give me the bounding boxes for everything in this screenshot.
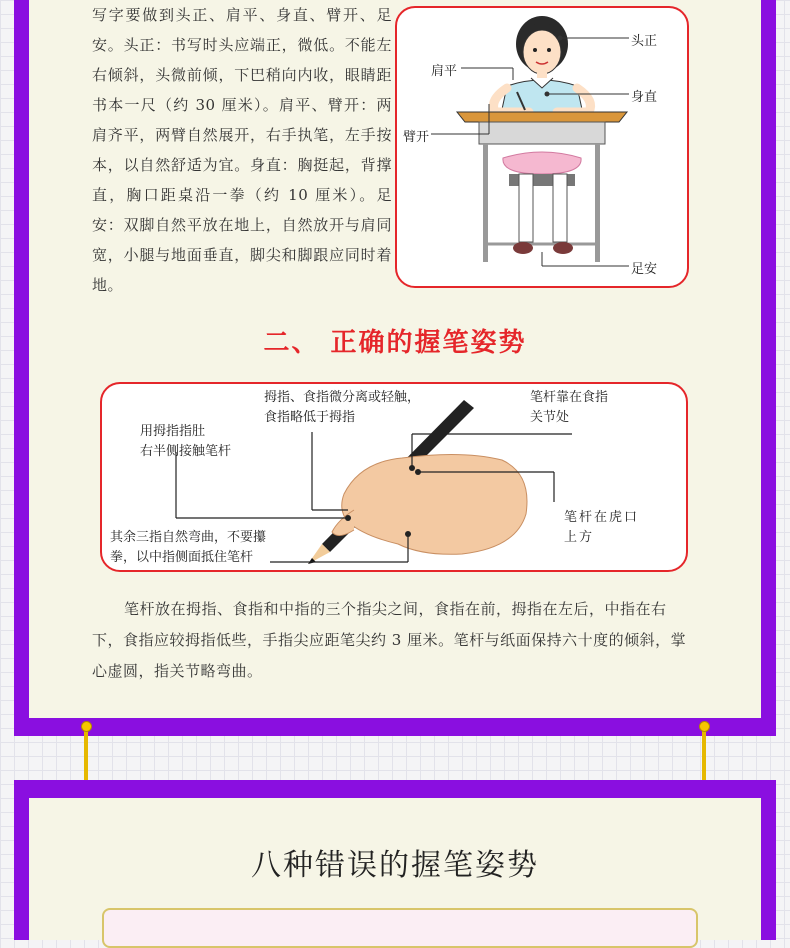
label-tiger-mouth: 笔杆在虎口 上方 [564,510,640,545]
label-other-fingers: 其余三指自然弯曲，不要攥 拳，以中指侧面抵住笔杆 [110,530,267,565]
posture-illustration [395,6,689,288]
bottom-section-title: 八种错误的握笔姿势 [251,848,539,883]
section-title-correct-grip: 二、 正确的握笔姿势 [263,328,527,358]
grip-illustration [100,382,688,572]
grip-paragraph: 笔杆放在拇指、食指和中指的三个指尖之间，食指在前，拇指在左后，中指在右下，食指应较拇指低些，手指尖应距笔尖约 3 厘米。笔杆与纸面保持六十度的倾斜，掌心虚圆，指关节略弯曲。 [92,600,687,680]
posture-paragraph: 写字要做到头正、肩平、身直、臂开、足安。头正：书写时头应端正，微低。不能左右倾斜，头微前倾，下巴稍向内收，眼睛距书本一尺（约 30 厘米）。肩平、臂开：两肩齐平，两臂自然展开，右手执笔，左手按本，以自然舒适为宜。身直：胸挺起，背撑直，胸口距桌沿一拳（约 10 厘米）。足安：双脚自然平放在地上，自然放开与肩同宽，小腿与地面垂直，脚尖和脚跟应同时着地。 [92,6,392,294]
label-head: 头正 [631,34,658,49]
connector-dot [81,721,92,732]
connector-right [702,727,706,787]
label-arm: 臂开 [403,130,430,145]
label-shoulder: 肩平 [431,64,458,79]
sitting-girl-figure [397,8,687,286]
label-index-finger: 拇指、食指微分离或轻触， 食指略低于拇指 [264,390,421,425]
wrong-grip-box [102,908,698,948]
label-knuckle: 笔杆靠在食指 关节处 [530,390,609,425]
label-thumb: 用拇指指肚 右半侧接触笔杆 [140,424,232,459]
connector-dot [699,721,710,732]
label-foot: 足安 [631,262,658,277]
connector-left [84,727,88,787]
label-body: 身直 [631,90,658,105]
